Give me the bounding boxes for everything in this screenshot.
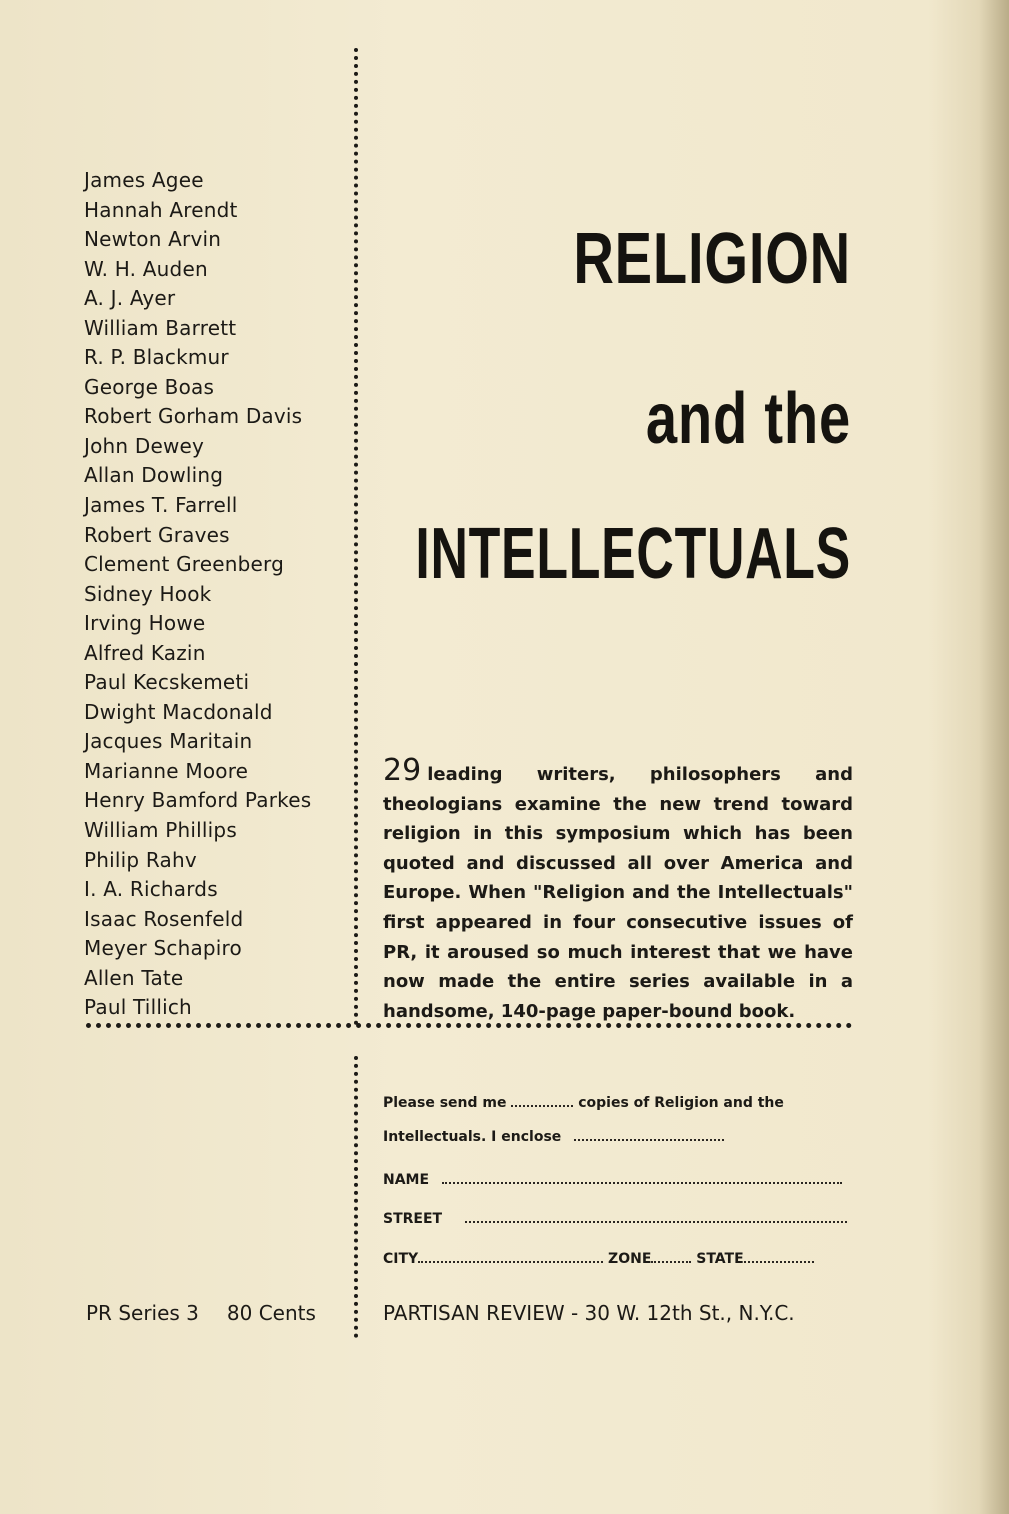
city-line xyxy=(383,1251,853,1267)
contributor-name: Henry Bamford Parkes xyxy=(84,788,312,813)
contributor-name: I. A. Richards xyxy=(84,877,218,902)
name-field[interactable] xyxy=(442,1172,842,1184)
order-text-please-send: Please send me xyxy=(383,1095,507,1111)
state-label: STATE xyxy=(696,1251,744,1267)
contributor-name: James T. Farrell xyxy=(84,493,238,518)
contributor-count: 29 xyxy=(383,753,422,788)
contributor-name: A. J. Ayer xyxy=(84,286,176,311)
vertical-divider-bottom xyxy=(354,1056,358,1338)
contributor-name: James Agee xyxy=(84,168,204,192)
contributor-name: Sidney Hook xyxy=(84,581,212,606)
series-info xyxy=(86,1301,316,1325)
contributor-name: John Dewey xyxy=(84,433,205,458)
contributor-name: W. H. Auden xyxy=(84,256,208,281)
contributor-name: William Phillips xyxy=(84,818,237,843)
contributor-list xyxy=(84,166,311,1023)
contributor-name: Robert Graves xyxy=(84,522,230,547)
contributor-name: Irving Howe xyxy=(84,611,206,636)
contributor-name: Robert Gorham Davis xyxy=(84,404,303,429)
contributor-name: William Barrett xyxy=(84,315,237,340)
series-label: PR Series 3 xyxy=(86,1301,199,1325)
contributor-name: Allan Dowling xyxy=(84,463,224,488)
contributor-name: Paul Kecskemeti xyxy=(84,670,250,695)
publisher-address: PARTISAN REVIEW - 30 W. 12th St., N.Y.C. xyxy=(383,1301,795,1325)
price-label: 80 Cents xyxy=(226,1301,316,1325)
copies-blank[interactable] xyxy=(511,1095,573,1107)
state-field[interactable] xyxy=(744,1251,814,1263)
description-paragraph xyxy=(383,753,853,1026)
contributor-name: Hannah Arendt xyxy=(84,197,238,222)
headline-intellectuals: INTELLECTUALS xyxy=(415,514,851,594)
order-text-copies: copies of Religion and the xyxy=(578,1095,784,1111)
zone-label: ZONE xyxy=(608,1251,652,1267)
street-line xyxy=(383,1211,853,1227)
description-text: leading writers, philosophers and theologians examine the new trend toward religion in this symposium which has been quoted and discussed all over America and Europe. When "Religion and the Intellectuals" first appeared in four consecutive issues of PR, it aroused so much interest that we have now made the entire series available in a handsome, 140-page paper-bound book. xyxy=(383,764,853,1022)
headline-and-the: and the xyxy=(645,379,851,459)
contributor-name: Philip Rahv xyxy=(84,847,197,872)
contributor-name: George Boas xyxy=(84,374,215,399)
contributor-name: Paul Tillich xyxy=(84,995,192,1020)
order-line-1 xyxy=(383,1095,853,1111)
contributor-name: Isaac Rosenfeld xyxy=(84,906,244,931)
city-field[interactable] xyxy=(418,1251,603,1263)
order-text-enclose: Intellectuals. I enclose xyxy=(383,1129,562,1145)
vertical-divider-top xyxy=(354,48,358,1026)
contributor-name: Clement Greenberg xyxy=(84,552,285,577)
street-label: STREET xyxy=(383,1211,443,1227)
name-line xyxy=(383,1172,853,1188)
city-label: CITY xyxy=(383,1251,419,1267)
contributor-name: Alfred Kazin xyxy=(84,640,206,665)
zone-field[interactable] xyxy=(651,1251,691,1263)
enclose-blank[interactable] xyxy=(574,1129,724,1141)
contributor-name: Allen Tate xyxy=(84,965,184,990)
contributor-name: Meyer Schapiro xyxy=(84,936,242,961)
contributor-name: Newton Arvin xyxy=(84,227,222,252)
order-line-2 xyxy=(383,1129,853,1145)
street-field[interactable] xyxy=(465,1211,847,1223)
contributor-name: Jacques Maritain xyxy=(84,729,253,754)
headline-religion: RELIGION xyxy=(573,219,851,299)
contributor-name: Dwight Macdonald xyxy=(84,699,273,724)
name-label: NAME xyxy=(383,1172,430,1188)
contributor-name: R. P. Blackmur xyxy=(84,345,229,370)
contributor-name: Marianne Moore xyxy=(84,758,249,783)
